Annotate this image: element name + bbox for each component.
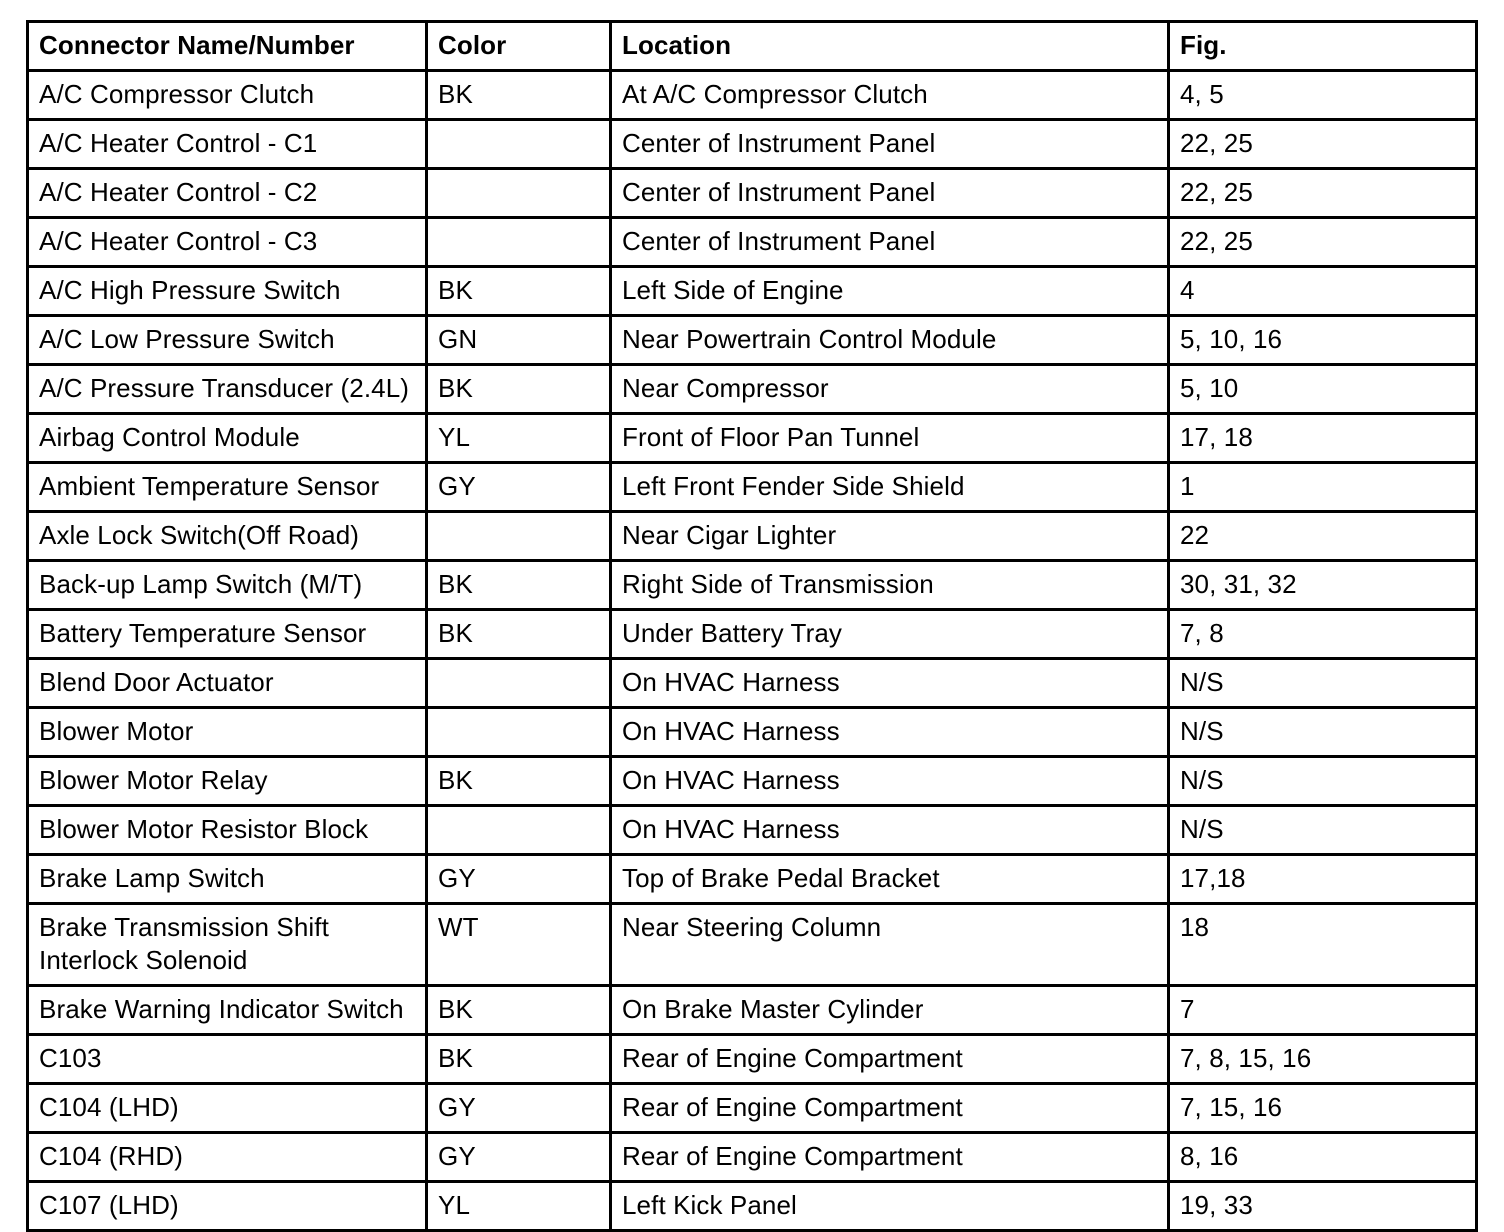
cell-color: [427, 218, 611, 267]
cell-connector-name: Blower Motor Relay: [28, 757, 427, 806]
cell-color: BK: [427, 365, 611, 414]
cell-color: [427, 169, 611, 218]
table-row: [28, 512, 1477, 561]
cell-fig: 7, 15, 16: [1169, 1084, 1477, 1133]
cell-fig: N/S: [1169, 757, 1477, 806]
cell-location: Under Battery Tray: [611, 610, 1169, 659]
table-row: [28, 1182, 1477, 1231]
table-row: [28, 1084, 1477, 1133]
cell-color: BK: [427, 71, 611, 120]
cell-color: BK: [427, 561, 611, 610]
cell-location: On HVAC Harness: [611, 659, 1169, 708]
cell-color: GY: [427, 1133, 611, 1182]
cell-fig: 7: [1169, 986, 1477, 1035]
cell-location: On Brake Master Cylinder: [611, 986, 1169, 1035]
header-color: Color: [427, 22, 611, 71]
cell-connector-name: Ambient Temperature Sensor: [28, 463, 427, 512]
cell-location: Near Compressor: [611, 365, 1169, 414]
cell-fig: 5, 10: [1169, 365, 1477, 414]
table-row: [28, 1035, 1477, 1084]
cell-color: [427, 659, 611, 708]
table-row: [28, 561, 1477, 610]
cell-color: GY: [427, 463, 611, 512]
cell-color: GY: [427, 1084, 611, 1133]
cell-location: On HVAC Harness: [611, 806, 1169, 855]
header-location: Location: [611, 22, 1169, 71]
header-connector-name: Connector Name/Number: [28, 22, 427, 71]
cell-fig: 4: [1169, 267, 1477, 316]
header-fig: Fig.: [1169, 22, 1477, 71]
table-row: [28, 365, 1477, 414]
cell-color: [427, 512, 611, 561]
table-row: [28, 806, 1477, 855]
connector-table-container: [26, 20, 1475, 1232]
connector-table: [26, 20, 1478, 1232]
cell-location: Top of Brake Pedal Bracket: [611, 855, 1169, 904]
table-row: [28, 855, 1477, 904]
table-row: [28, 904, 1477, 986]
cell-connector-name: Blend Door Actuator: [28, 659, 427, 708]
table-row: [28, 316, 1477, 365]
table-row: [28, 71, 1477, 120]
cell-fig: 17, 18: [1169, 414, 1477, 463]
table-row: [28, 169, 1477, 218]
cell-fig: 7, 8: [1169, 610, 1477, 659]
table-row: [28, 757, 1477, 806]
table-row: [28, 708, 1477, 757]
cell-location: Center of Instrument Panel: [611, 120, 1169, 169]
cell-location: Left Kick Panel: [611, 1182, 1169, 1231]
cell-color: [427, 120, 611, 169]
cell-fig: N/S: [1169, 708, 1477, 757]
cell-connector-name: C103: [28, 1035, 427, 1084]
cell-fig: 4, 5: [1169, 71, 1477, 120]
cell-color: [427, 708, 611, 757]
table-row: [28, 120, 1477, 169]
cell-fig: 22, 25: [1169, 169, 1477, 218]
cell-location: At A/C Compressor Clutch: [611, 71, 1169, 120]
cell-fig: 22, 25: [1169, 218, 1477, 267]
cell-connector-name: A/C Pressure Transducer (2.4L): [28, 365, 427, 414]
cell-connector-name: Brake Warning Indicator Switch: [28, 986, 427, 1035]
cell-connector-name: Back-up Lamp Switch (M/T): [28, 561, 427, 610]
table-row: [28, 986, 1477, 1035]
cell-location: Center of Instrument Panel: [611, 218, 1169, 267]
cell-fig: 5, 10, 16: [1169, 316, 1477, 365]
cell-color: BK: [427, 610, 611, 659]
header-row: [28, 22, 1477, 71]
cell-connector-name: A/C Heater Control - C1: [28, 120, 427, 169]
cell-connector-name: Blower Motor Resistor Block: [28, 806, 427, 855]
table-row: [28, 414, 1477, 463]
cell-fig: N/S: [1169, 659, 1477, 708]
cell-color: YL: [427, 1182, 611, 1231]
cell-fig: 22: [1169, 512, 1477, 561]
cell-color: BK: [427, 267, 611, 316]
cell-location: Near Powertrain Control Module: [611, 316, 1169, 365]
cell-color: BK: [427, 1035, 611, 1084]
cell-color: [427, 806, 611, 855]
table-row: [28, 659, 1477, 708]
cell-location: Front of Floor Pan Tunnel: [611, 414, 1169, 463]
cell-fig: 22, 25: [1169, 120, 1477, 169]
cell-color: WT: [427, 904, 611, 986]
cell-location: Rear of Engine Compartment: [611, 1035, 1169, 1084]
cell-color: BK: [427, 986, 611, 1035]
cell-location: Near Steering Column: [611, 904, 1169, 986]
table-row: [28, 610, 1477, 659]
table-row: [28, 267, 1477, 316]
cell-location: Right Side of Transmission: [611, 561, 1169, 610]
cell-location: On HVAC Harness: [611, 708, 1169, 757]
cell-connector-name: Blower Motor: [28, 708, 427, 757]
cell-connector-name: A/C Low Pressure Switch: [28, 316, 427, 365]
cell-fig: 1: [1169, 463, 1477, 512]
cell-location: Rear of Engine Compartment: [611, 1133, 1169, 1182]
cell-fig: 17,18: [1169, 855, 1477, 904]
cell-fig: N/S: [1169, 806, 1477, 855]
cell-connector-name: Axle Lock Switch(Off Road): [28, 512, 427, 561]
cell-color: GY: [427, 855, 611, 904]
cell-fig: 19, 33: [1169, 1182, 1477, 1231]
cell-connector-name: C104 (RHD): [28, 1133, 427, 1182]
cell-connector-name: Airbag Control Module: [28, 414, 427, 463]
cell-color: GN: [427, 316, 611, 365]
cell-connector-name: A/C Heater Control - C2: [28, 169, 427, 218]
cell-location: Near Cigar Lighter: [611, 512, 1169, 561]
cell-connector-name: A/C Compressor Clutch: [28, 71, 427, 120]
cell-fig: 30, 31, 32: [1169, 561, 1477, 610]
cell-connector-name: Brake Transmission Shift Interlock Solenoid: [28, 904, 427, 986]
table-row: [28, 218, 1477, 267]
cell-location: Left Front Fender Side Shield: [611, 463, 1169, 512]
table-row: [28, 463, 1477, 512]
cell-connector-name: C104 (LHD): [28, 1084, 427, 1133]
cell-color: YL: [427, 414, 611, 463]
cell-location: Center of Instrument Panel: [611, 169, 1169, 218]
cell-connector-name: C107 (LHD): [28, 1182, 427, 1231]
cell-location: Left Side of Engine: [611, 267, 1169, 316]
cell-location: On HVAC Harness: [611, 757, 1169, 806]
cell-connector-name: Brake Lamp Switch: [28, 855, 427, 904]
cell-color: BK: [427, 757, 611, 806]
cell-connector-name: Battery Temperature Sensor: [28, 610, 427, 659]
cell-fig: 8, 16: [1169, 1133, 1477, 1182]
cell-connector-name: A/C Heater Control - C3: [28, 218, 427, 267]
table-row: [28, 1133, 1477, 1182]
cell-fig: 18: [1169, 904, 1477, 986]
cell-connector-name: A/C High Pressure Switch: [28, 267, 427, 316]
cell-fig: 7, 8, 15, 16: [1169, 1035, 1477, 1084]
cell-location: Rear of Engine Compartment: [611, 1084, 1169, 1133]
